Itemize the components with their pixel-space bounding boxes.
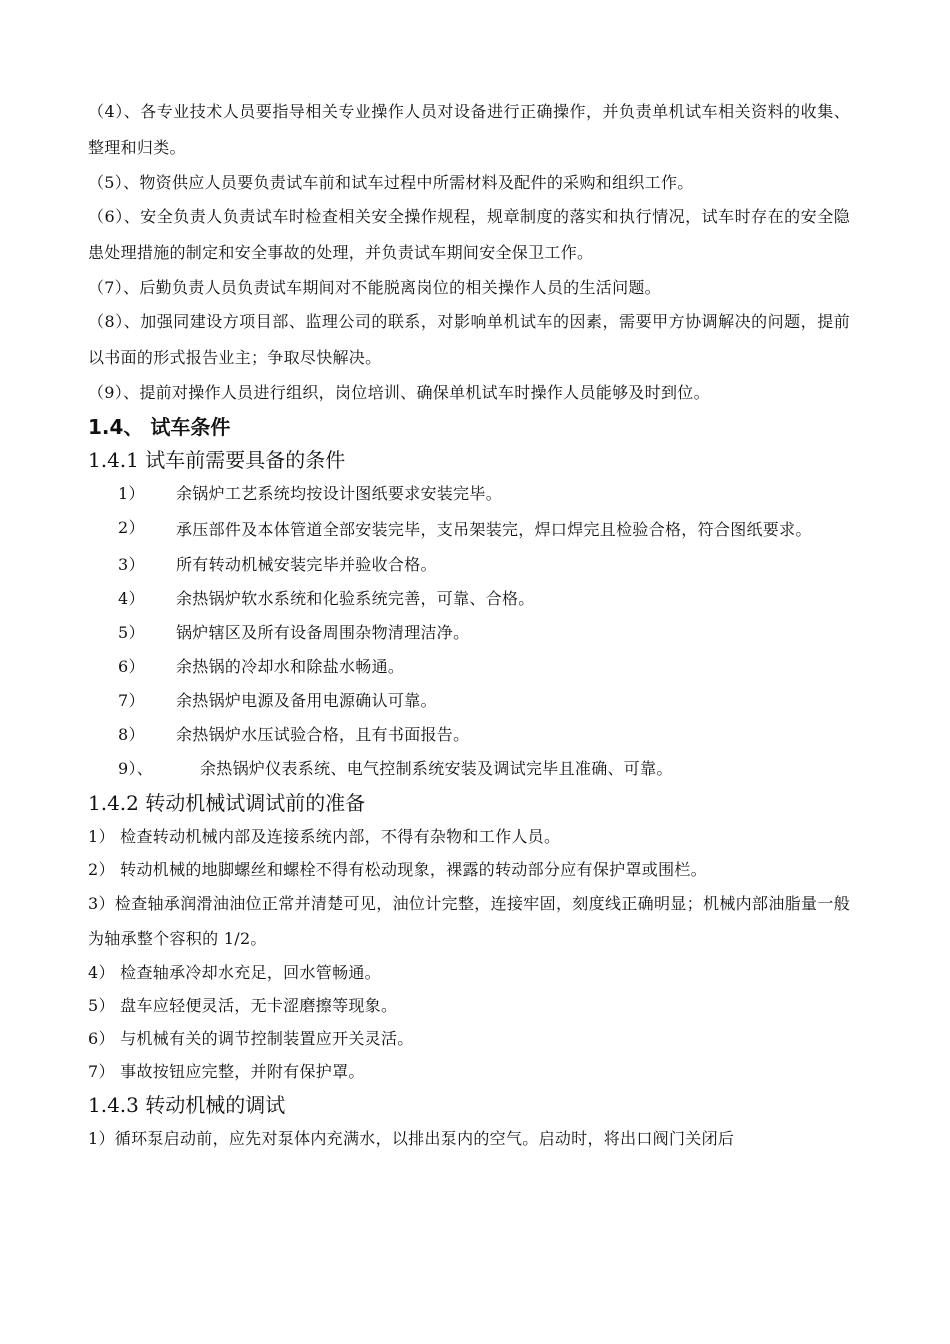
list-item (88, 616, 850, 650)
list-item-number: 3） (118, 555, 145, 574)
list-item-number: 5） (118, 623, 145, 642)
list-item (88, 684, 850, 718)
list-item: 1）循环泵启动前，应先对泵体内充满水，以排出泵内的空气。启动时，将出口阀门关闭后 (88, 1129, 735, 1148)
list-item-number: 7） (118, 691, 145, 710)
list-item (88, 752, 850, 786)
list-item: 4） 检查轴承冷却水充足，回水管畅通。 (88, 963, 381, 982)
subsection-heading-1-4-3: 1.4.3 转动机械的调试 (88, 1093, 286, 1117)
list-item (88, 511, 850, 548)
list-item-number: 8） (118, 725, 145, 744)
paragraph-item-7: （7）、后勤负责人员负责试车期间对不能脱离岗位的相关操作人员的生活问题。 (88, 278, 661, 297)
list-item: 1） 检查转动机械内部及连接系统内部，不得有杂物和工作人员。 (88, 827, 561, 846)
list-item-number: 2） (118, 518, 145, 537)
list-item (88, 718, 850, 752)
list-item-number: 4） (118, 589, 145, 608)
list-item-text: 余锅炉工艺系统均按设计图纸要求安装完毕。 (176, 484, 503, 503)
list-item-text: 余热锅炉水压试验合格，且有书面报告。 (176, 725, 470, 744)
list-item (88, 477, 850, 511)
list-item-text: 承压部件及本体管道全部安装完毕，支吊架装完，焊口焊完且检验合格，符合图纸要求。 (176, 520, 812, 539)
list-item (88, 582, 850, 616)
list-item-text: 所有转动机械安装完毕并验收合格。 (176, 555, 437, 574)
paragraph-item-6: （6）、安全负责人负责试车时检查相关安全操作规程，规章制度的落实和执行情况，试车时存在的安全隐患处理措施的制定和安全事故的处理，并负责试车期间安全保卫工作。 (88, 207, 850, 262)
list-item: 2） 转动机械的地脚螺丝和螺栓不得有松动现象，裸露的转动部分应有保护罩或围栏。 (88, 860, 707, 879)
paragraph-item-5: （5）、物资供应人员要负责试车前和试车过程中所需材料及配件的采购和组织工作。 (88, 173, 694, 192)
list-item: 6） 与机械有关的调节控制装置应开关灵活。 (88, 1029, 414, 1048)
preparation-list (88, 820, 850, 1088)
list-item-number: 6） (118, 657, 145, 676)
commissioning-list (88, 1122, 850, 1155)
list-item-text: 锅炉辖区及所有设备周围杂物清理洁净。 (176, 623, 470, 642)
paragraph-item-9: （9）、提前对操作人员进行组织，岗位培训、确保单机试车时操作人员能够及时到位。 (88, 383, 710, 402)
list-item-number: 9）、 (118, 759, 154, 778)
document-page (88, 94, 850, 1155)
list-item-text: 余热锅的冷却水和除盐水畅通。 (176, 657, 405, 676)
list-item: 7） 事故按钮应完整，并附有保护罩。 (88, 1062, 365, 1081)
list-item (88, 548, 850, 582)
list-item-number: 1） (118, 484, 145, 503)
condition-list (88, 477, 850, 786)
subsection-heading-1-4-1: 1.4.1 试车前需要具备的条件 (88, 448, 346, 472)
paragraph-item-8: （8）、加强同建设方项目部、监理公司的联系，对影响单机试车的因素，需要甲方协调解决的问题，提前以书面的形式报告业主；争取尽快解决。 (88, 312, 850, 367)
list-item-text: 余热锅炉仪表系统、电气控制系统安装及调试完毕且准确、可靠。 (200, 759, 673, 778)
subsection-heading-1-4-2: 1.4.2 转动机械试调试前的准备 (88, 791, 366, 815)
list-item-text: 余热锅炉电源及备用电源确认可靠。 (176, 691, 437, 710)
list-item: 5） 盘车应轻便灵活，无卡涩磨擦等现象。 (88, 996, 398, 1015)
list-item (88, 650, 850, 684)
paragraph-item-4: （4）、各专业技术人员要指导相关专业操作人员对设备进行正确操作，并负责单机试车相关资料的收集、整理和归类。 (88, 102, 850, 157)
list-item-text: 余热锅炉软水系统和化验系统完善，可靠、合格。 (176, 589, 535, 608)
list-item: 3）检查轴承润滑油油位正常并清楚可见，油位计完整，连接牢固，刻度线正确明显；机械内部油脂量一般为轴承整个容积的 1/2。 (88, 894, 850, 948)
section-heading-1-4: 1.4、 试车条件 (88, 415, 231, 439)
